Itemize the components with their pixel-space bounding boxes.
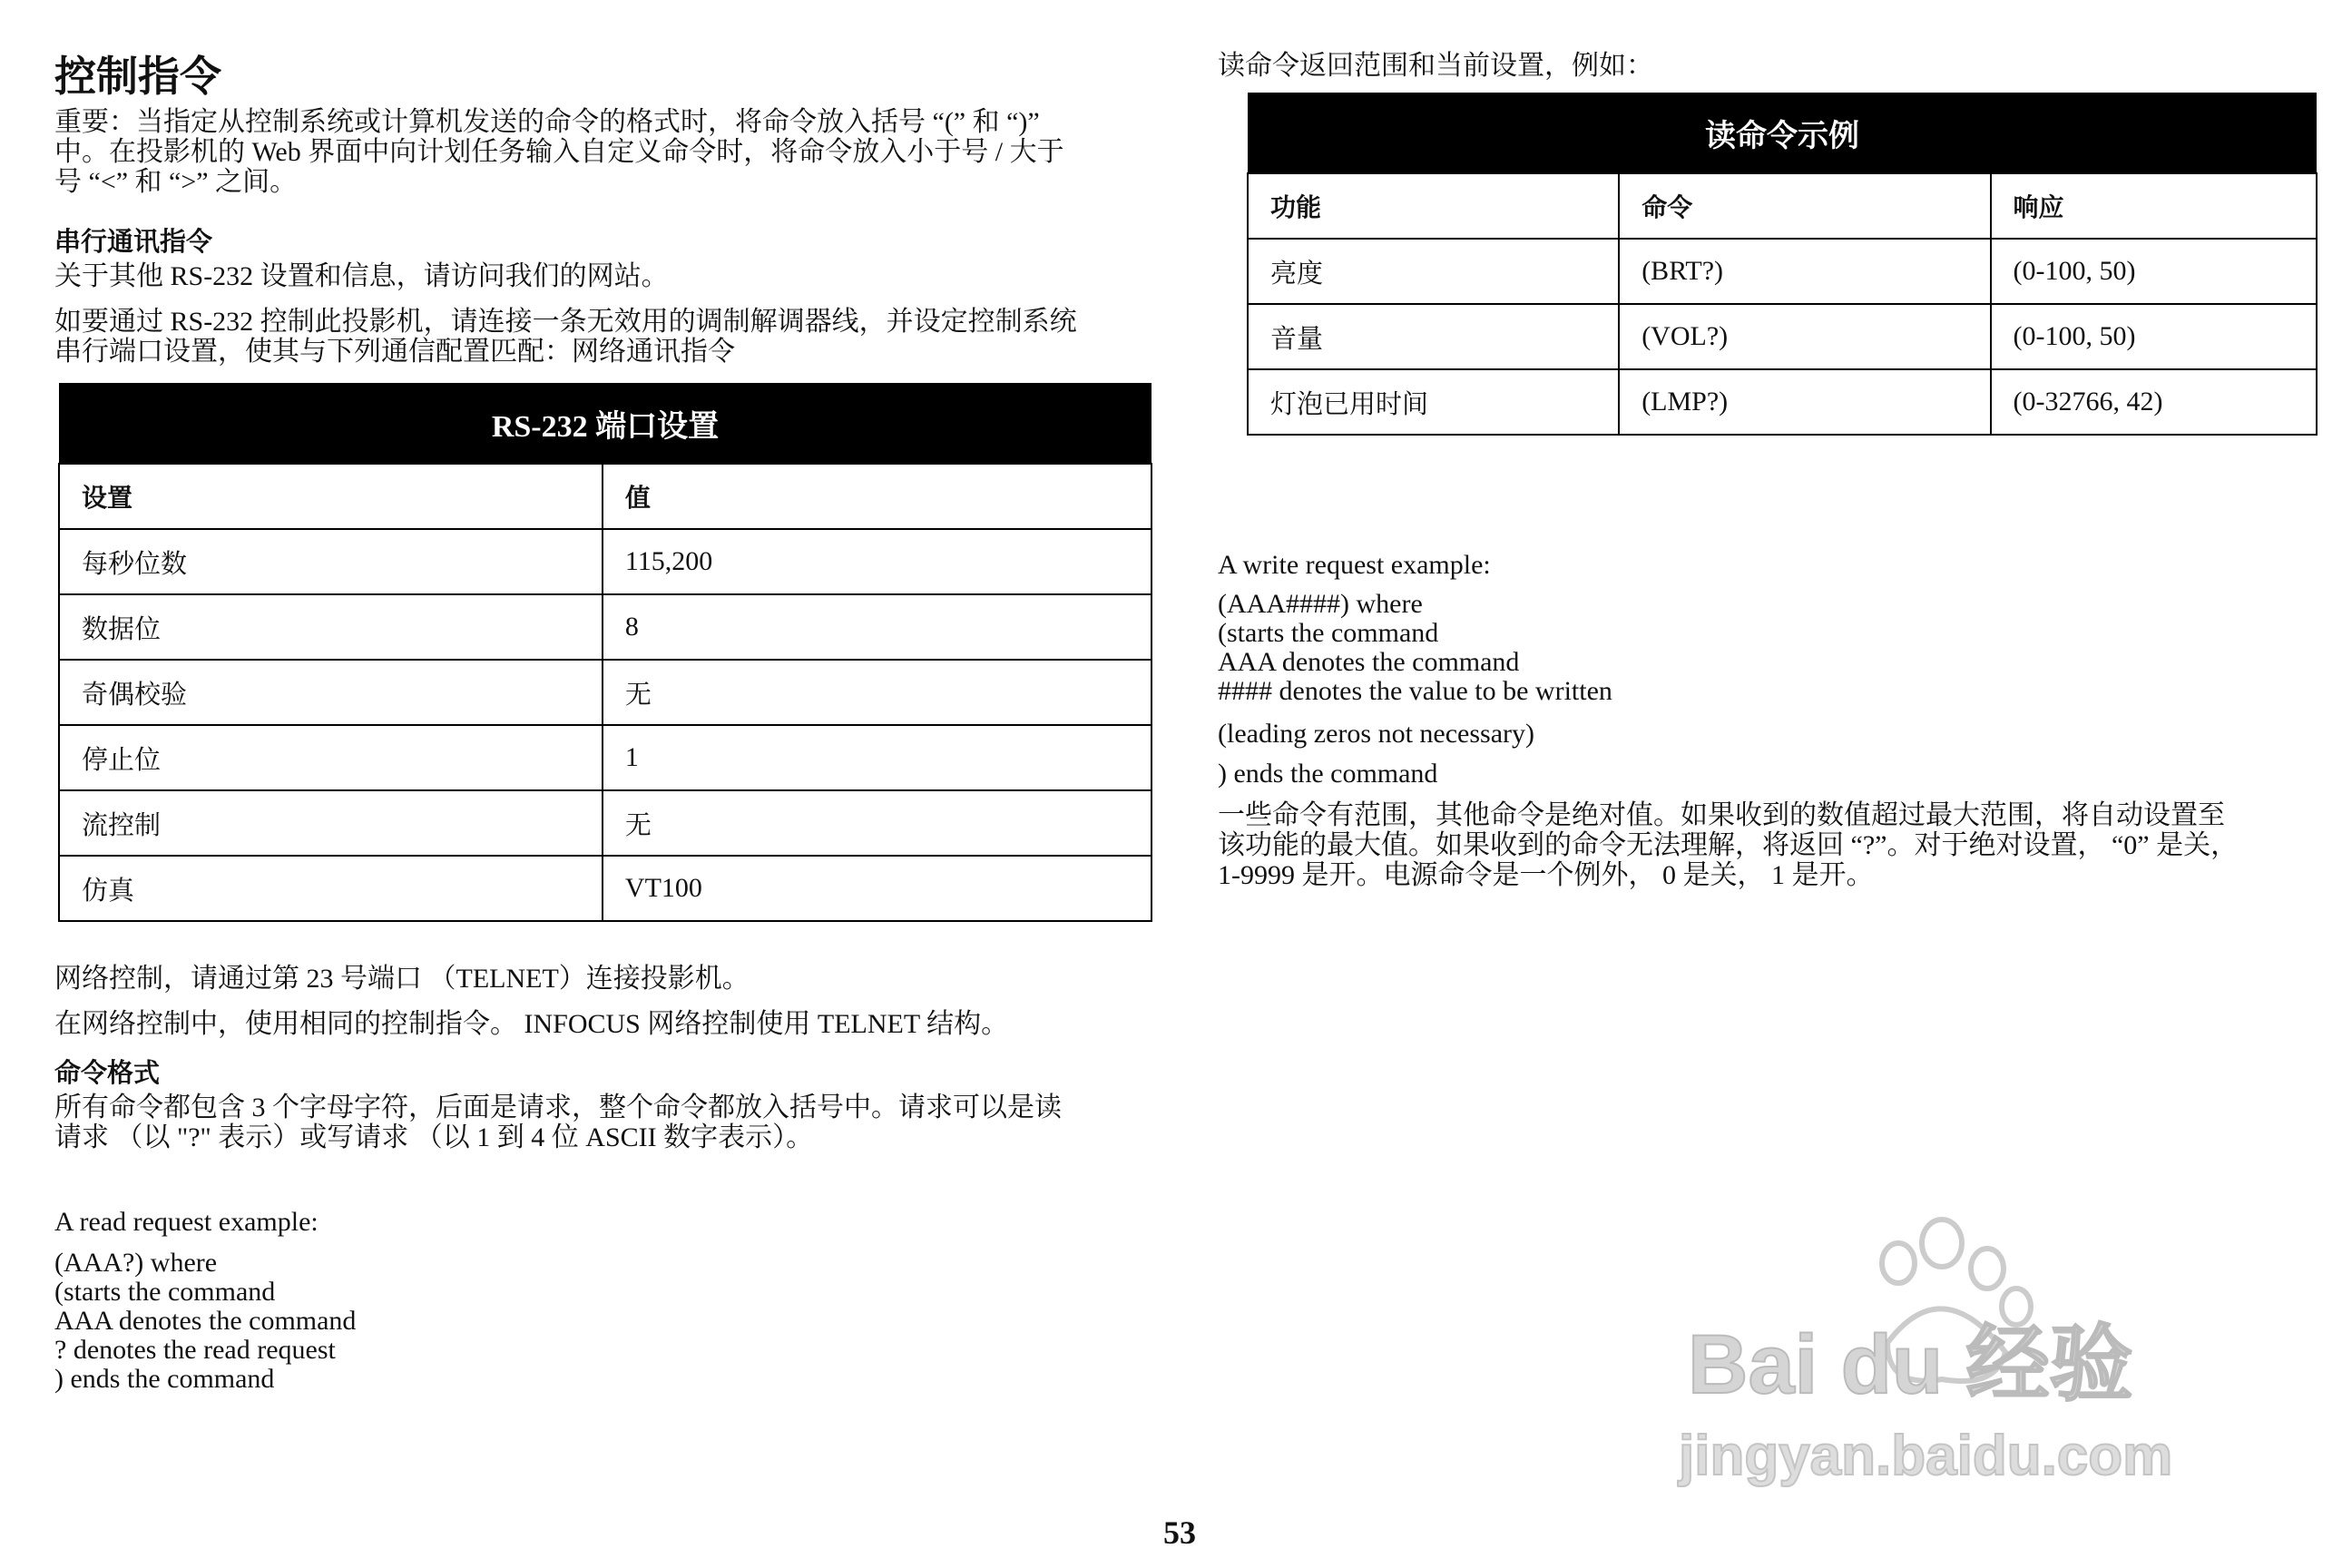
- table-row: 停止位 1: [59, 725, 1152, 790]
- table-row: 仿真 VT100: [59, 856, 1152, 921]
- serial-paragraph-2: 如要通过 RS-232 控制此投影机，请连接一条无效用的调制解调器线，并设定控制系统 串行端口设置，使其与下列通信配置匹配：网络通讯指令: [54, 307, 1077, 367]
- read-command-table: [1247, 93, 2318, 436]
- serial-heading: 串行通讯指令: [54, 226, 213, 257]
- watermark-url: jingyan.baidu.com: [1679, 1425, 2173, 1487]
- table-row: 亮度 (BRT?) (0-100, 50): [1248, 239, 2317, 304]
- range-paragraph: 一些命令有范围，其他命令是绝对值。如果收到的数值超过最大范围，将自动设置至 该功能的最大值。如果收到的命令无法理解，将返回 “?”。对于绝对设置， “0” 是关， 1-9999 是开。电源命令是一个例外， 0 是关， 1 是开。: [1218, 800, 2239, 890]
- page-number: 53: [1163, 1514, 1196, 1551]
- intro-paragraph: 重要：当指定从控制系统或计算机发送的命令的格式时，将命令放入括号 “(” 和 “)” 中。在投影机的 Web 界面中向计划任务输入自定义命令时，将命令放入小于号 / 大于 号 “<” 和 “>” 之间。: [54, 107, 1064, 197]
- table-row: 奇偶校验 无: [59, 660, 1152, 725]
- read-intro: 读命令返回范围和当前设置，例如：: [1218, 51, 1653, 81]
- rs232-header-value: 值: [603, 464, 1152, 529]
- write-example-title: A write request example:: [1218, 550, 1491, 580]
- network-paragraph-2: 在网络控制中，使用相同的控制指令。 INFOCUS 网络控制使用 TELNET 结构。: [54, 1009, 1009, 1039]
- baidu-watermark: [1670, 1216, 2250, 1488]
- rs232-header-setting: 设置: [59, 464, 603, 529]
- watermark-brand: Bai du 经验: [1688, 1318, 2133, 1411]
- read-example-title: A read request example:: [54, 1207, 318, 1237]
- table-row: 灯泡已用时间 (LMP?) (0-32766, 42): [1248, 369, 2317, 435]
- write-leading-zeros: (leading zeros not necessary): [1218, 719, 1535, 749]
- read-header-command: 命令: [1619, 173, 1990, 239]
- network-paragraph-1: 网络控制，请通过第 23 号端口 （TELNET）连接投影机。: [54, 964, 750, 994]
- table-row: 每秒位数 115,200: [59, 529, 1152, 594]
- table-row: 数据位 8: [59, 594, 1152, 660]
- format-paragraph: 所有命令都包含 3 个字母字符，后面是请求，整个命令都放入括号中。请求可以是读 请求 （以 "?" 表示）或写请求 （以 1 到 4 位 ASCII 数字表示）。: [54, 1093, 1062, 1152]
- read-example-lines: (AAA?) where (starts the command AAA denotes the command ? denotes the read request ) ends the command: [54, 1248, 357, 1394]
- rs232-settings-table: [58, 383, 1152, 922]
- write-end: ) ends the command: [1218, 759, 1438, 789]
- format-heading: 命令格式: [54, 1057, 161, 1088]
- rs232-table-caption: RS-232 端口设置: [59, 383, 1152, 464]
- table-row: 音量 (VOL?) (0-100, 50): [1248, 304, 2317, 369]
- table-row: 流控制 无: [59, 790, 1152, 856]
- read-table-caption: 读命令示例: [1248, 93, 2317, 173]
- read-header-response: 响应: [1991, 173, 2317, 239]
- write-example-lines: (AAA####) where (starts the command AAA denotes the command #### denotes the value to be written: [1218, 589, 1612, 706]
- serial-paragraph-1: 关于其他 RS-232 设置和信息，请访问我们的网站。: [54, 261, 669, 291]
- page-title: 控制指令: [54, 52, 221, 101]
- read-header-function: 功能: [1248, 173, 1619, 239]
